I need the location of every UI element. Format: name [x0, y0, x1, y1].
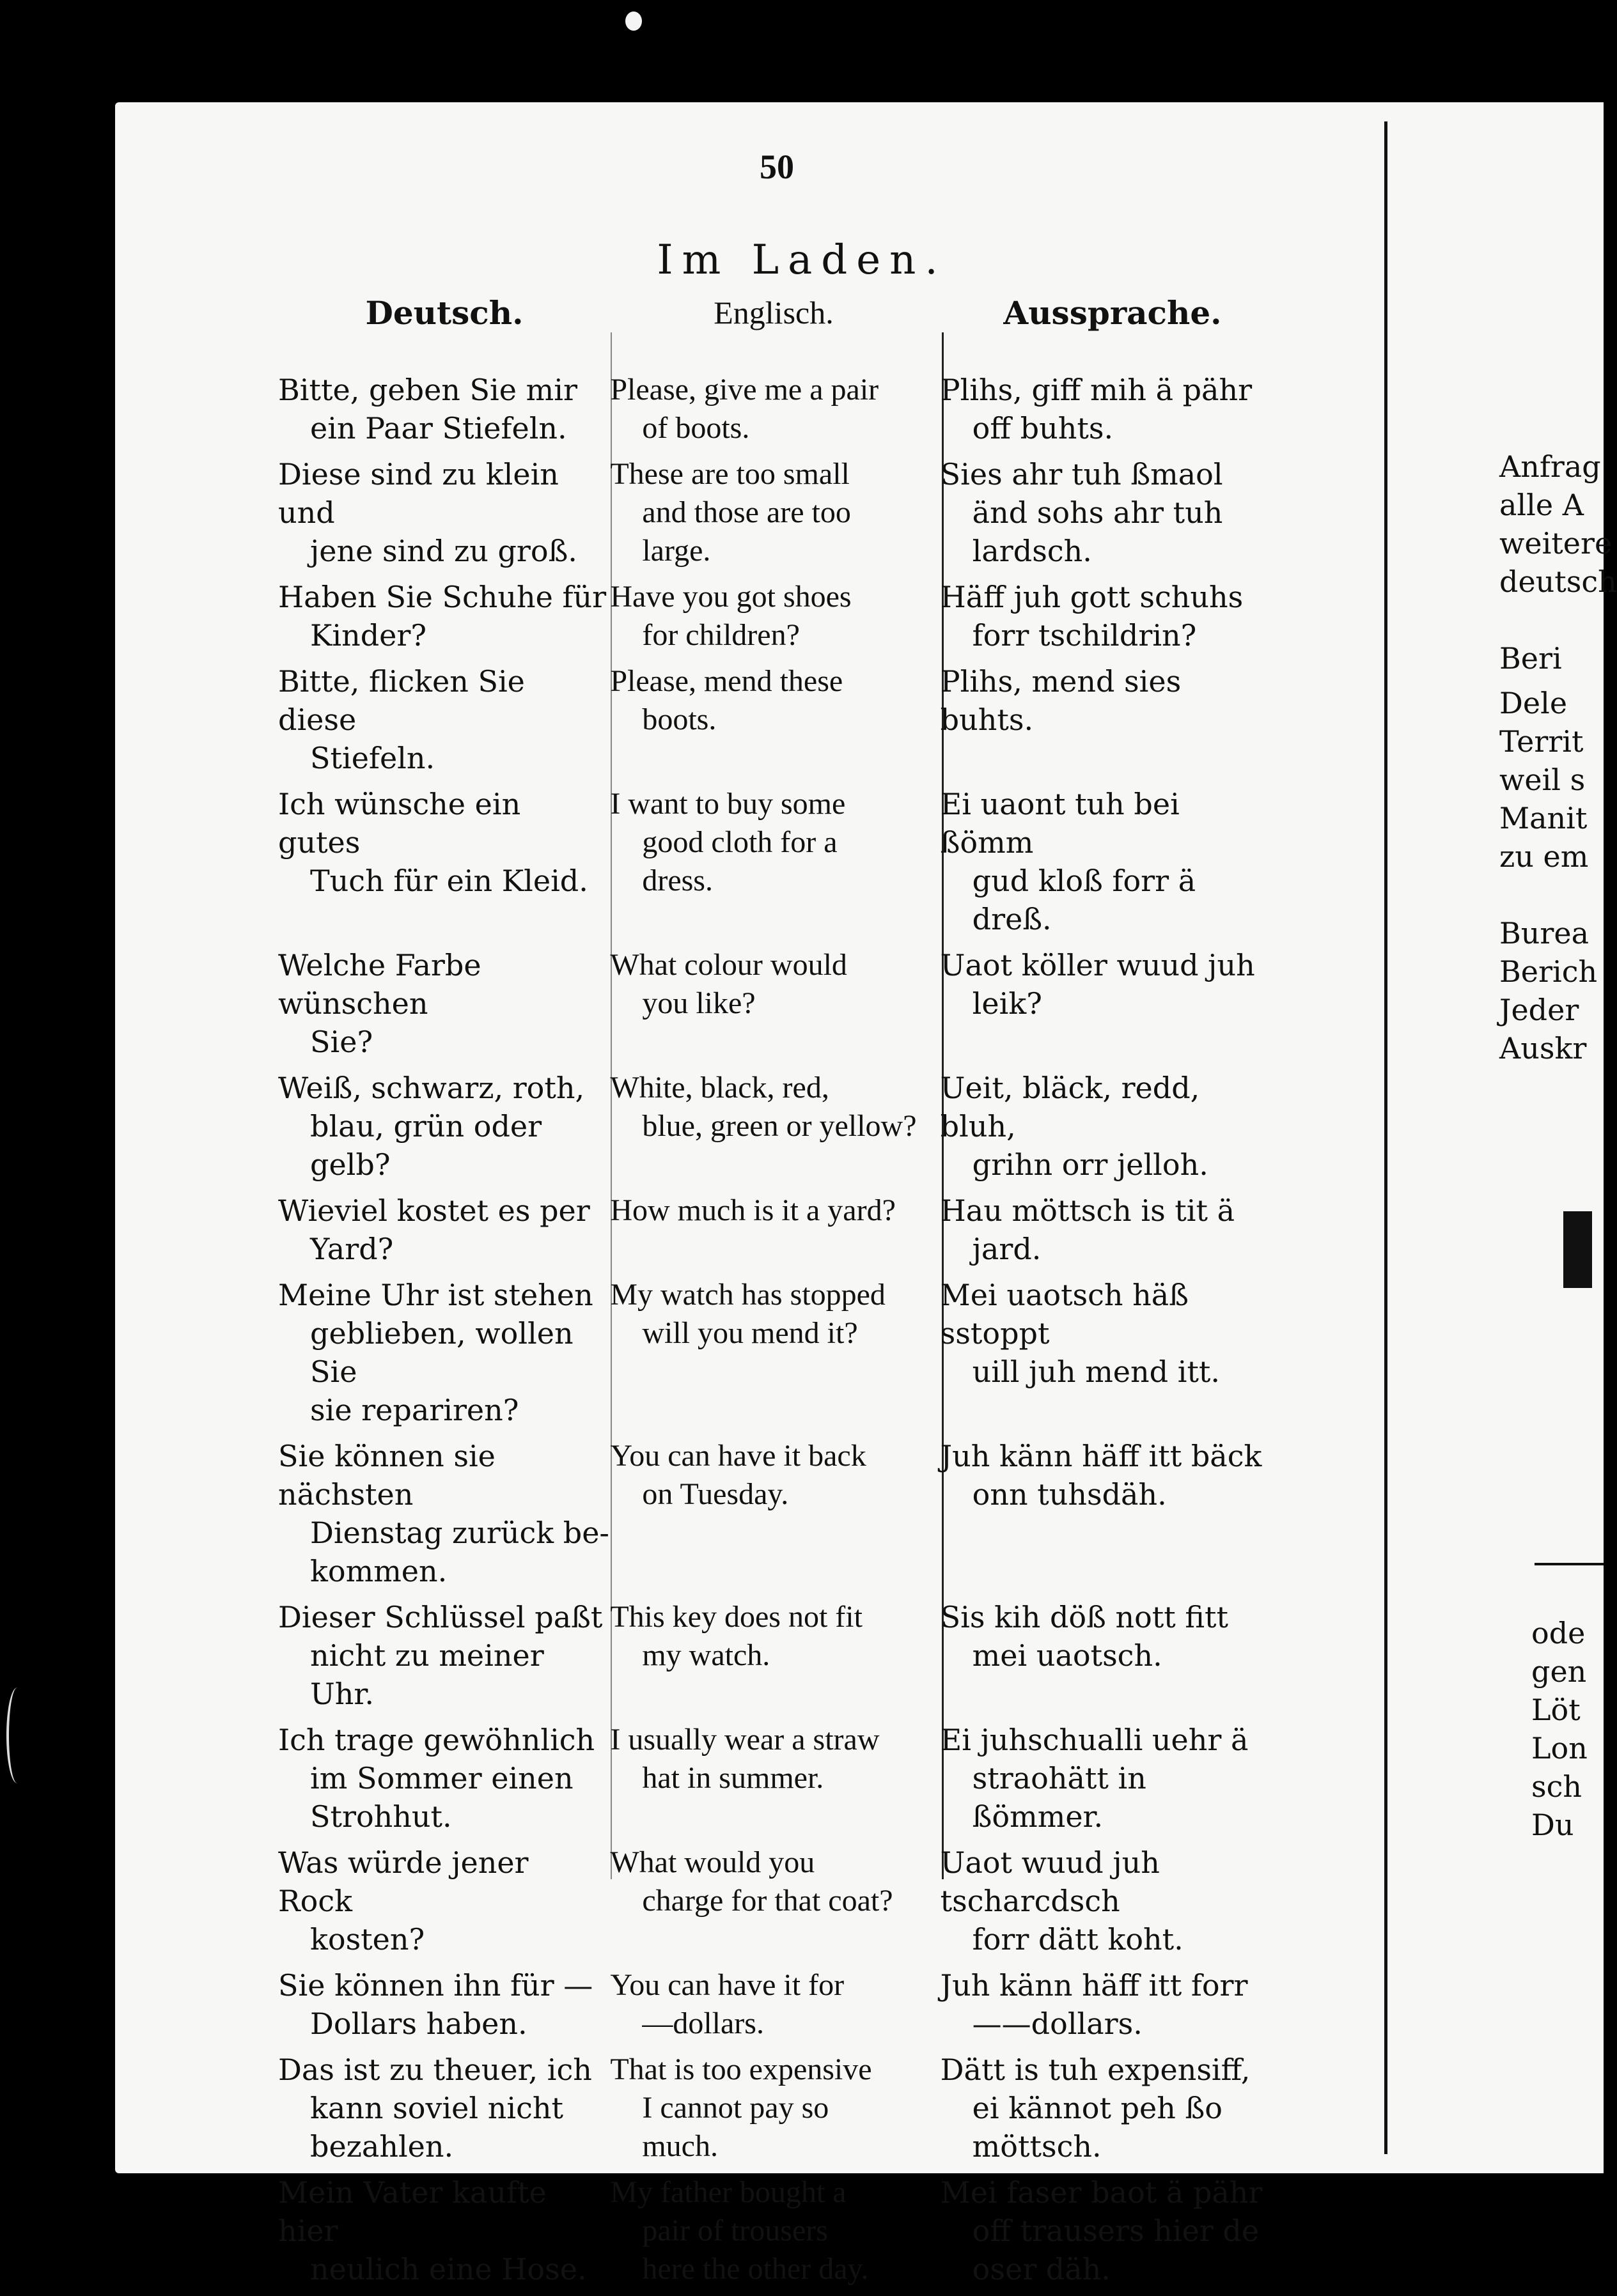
english-phrase-line: I want to buy some — [610, 787, 846, 821]
english-phrase-line: White, black, red, — [610, 1071, 829, 1105]
pronunciation-phrase-line: Sis kih döß nott fitt — [940, 1600, 1229, 1634]
german-phrase-line: ein Paar Stiefeln. — [310, 411, 567, 446]
english-phrase-line: —dollars. — [642, 2006, 764, 2040]
pronunciation-phrase — [939, 1069, 1276, 1184]
facing-page-fragment: Berich — [1499, 954, 1598, 989]
pronunciation-phrase-line: forr dätt koht. — [972, 1922, 1183, 1957]
pronunciation-phrase-line: off trausers hier de — [972, 2214, 1260, 2248]
english-phrase — [610, 1191, 939, 1268]
german-phrase-line: neulich eine Hose. — [310, 2252, 587, 2286]
pronunciation-phrase-line: Mei faser baot ä pähr — [940, 2175, 1263, 2210]
english-phrase-line: Please, mend these — [610, 664, 843, 698]
pronunciation-phrase-line: Dätt is tuh expensiff, — [940, 2052, 1251, 2087]
facing-page-fragment: ode — [1531, 1616, 1586, 1650]
facing-page-large-letter — [1563, 1211, 1592, 1288]
pronunciation-phrase-line: Uaot wuud juh tscharcdsch — [940, 1845, 1160, 1918]
pronunciation-phrase-line: Ueit, bläck, redd, bluh, — [940, 1071, 1200, 1144]
phrase-row — [278, 1191, 1276, 1268]
facing-page-fragment: Burea — [1499, 916, 1590, 950]
german-phrase-line: Strohhut. — [310, 1799, 452, 1834]
facing-page-fragment: Auskr — [1499, 1031, 1587, 1066]
german-phrase-line: Dienstag zurück be- — [310, 1516, 609, 1550]
pronunciation-phrase — [939, 455, 1276, 570]
german-phrase — [278, 1276, 610, 1429]
pronunciation-phrase-line: Sies ahr tuh ßmaol — [940, 457, 1223, 492]
facing-page-fragment: Löt — [1531, 1693, 1581, 1727]
pronunciation-phrase — [939, 371, 1276, 447]
english-phrase-line: will you mend it? — [642, 1316, 858, 1350]
german-phrase — [278, 785, 610, 938]
english-phrase — [610, 371, 939, 447]
german-phrase-line: Ich wünsche ein gutes — [278, 787, 521, 860]
english-phrase-line: You can have it back — [610, 1439, 866, 1473]
facing-page-rule — [1535, 1563, 1604, 1565]
german-phrase — [278, 1843, 610, 1959]
pronunciation-phrase-line: Plihs, mend sies buhts. — [940, 664, 1182, 737]
pronunciation-phrase-line: Ei uaont tuh bei ßömm — [940, 787, 1180, 860]
german-phrase-line: Sie können sie nächsten — [278, 1439, 496, 1512]
facing-page-fragment: zu em — [1499, 839, 1589, 874]
column-header-pronunciation: Aussprache. — [1003, 294, 1222, 332]
pronunciation-phrase-line: möttsch. — [972, 2129, 1102, 2164]
english-phrase-line: I usually wear a straw — [610, 1723, 880, 1757]
phrase-row — [278, 1598, 1276, 1713]
german-phrase — [278, 455, 610, 570]
german-phrase — [278, 371, 610, 447]
pronunciation-phrase-line: ——dollars. — [972, 2006, 1143, 2041]
german-phrase — [278, 1069, 610, 1184]
facing-page-fragment: Anfrag — [1499, 449, 1601, 484]
facing-page-fragment: gen — [1531, 1654, 1587, 1689]
pronunciation-phrase-line: Uaot köller wuud juh — [940, 948, 1255, 982]
pronunciation-phrase — [939, 2051, 1276, 2166]
german-phrase — [278, 2051, 610, 2166]
pronunciation-phrase — [939, 1437, 1276, 1590]
pronunciation-phrase-line: off buhts. — [972, 411, 1114, 446]
german-phrase — [278, 1598, 610, 1713]
phrase-table — [278, 371, 1276, 2296]
english-phrase-line: My father bought a — [610, 2175, 847, 2209]
english-phrase-line: These are too small — [610, 457, 850, 491]
german-phrase-line: Yard? — [310, 1232, 394, 1266]
facing-page-fragment: Dele — [1499, 686, 1568, 720]
english-phrase — [610, 2173, 939, 2288]
facing-page-fragment: Jeder — [1499, 993, 1579, 1027]
german-phrase-line: nicht zu meiner Uhr. — [310, 1638, 544, 1711]
facing-page-fragment: Lon — [1531, 1731, 1588, 1765]
german-phrase — [278, 946, 610, 1061]
english-phrase-line: That is too expensive — [610, 2052, 872, 2086]
english-phrase-line: Have you got shoes — [610, 580, 852, 614]
facing-page — [1387, 102, 1604, 2173]
german-phrase-line: kann soviel nicht — [310, 2091, 563, 2125]
pronunciation-phrase — [939, 662, 1276, 777]
german-phrase-line: bezahlen. — [310, 2129, 454, 2164]
german-phrase-line: Das ist zu theuer, ich — [278, 2052, 592, 2087]
german-phrase — [278, 1437, 610, 1590]
english-phrase — [610, 1276, 939, 1429]
phrase-row — [278, 662, 1276, 777]
english-phrase-line: much. — [642, 2129, 718, 2163]
phrase-row — [278, 578, 1276, 655]
english-phrase-line: my watch. — [642, 1638, 770, 1672]
page-number: 50 — [760, 148, 794, 186]
english-phrase — [610, 946, 939, 1061]
german-phrase-line: sie repariren? — [310, 1393, 519, 1427]
facing-page-fragment: weitere — [1499, 526, 1613, 561]
german-phrase-line: Bitte, geben Sie mir — [278, 373, 577, 407]
column-header-german: Deutsch. — [365, 294, 524, 332]
english-phrase-line: pair of trousers — [642, 2214, 828, 2247]
english-phrase-line: on Tuesday. — [642, 1477, 789, 1511]
facing-page-fragment: sch — [1531, 1769, 1582, 1804]
pronunciation-phrase — [939, 1191, 1276, 1268]
english-phrase-line: I cannot pay so — [642, 2091, 829, 2125]
facing-page-fragment: deutsch — [1499, 564, 1617, 599]
english-phrase-line: My watch has stopped — [610, 1278, 886, 1312]
german-phrase-line: Dieser Schlüssel paßt — [278, 1600, 603, 1634]
phrase-row — [278, 1721, 1276, 1836]
german-phrase-line: Sie können ihn für — — [278, 1968, 593, 2003]
pronunciation-phrase-line: Häff juh gott schuhs — [940, 580, 1244, 614]
english-phrase-line: What would you — [610, 1845, 815, 1879]
english-phrase — [610, 785, 939, 938]
english-phrase-line: you like? — [642, 986, 756, 1020]
german-phrase-line: Stiefeln. — [310, 741, 435, 775]
german-phrase — [278, 578, 610, 655]
german-phrase — [278, 662, 610, 777]
phrase-row — [278, 2173, 1276, 2288]
english-phrase-line: large. — [642, 534, 711, 568]
pronunciation-phrase-line: ei kännot peh ßo — [972, 2091, 1223, 2125]
pronunciation-phrase-line: Ei juhschualli uehr ä — [940, 1723, 1249, 1757]
phrase-row — [278, 1437, 1276, 1590]
pronunciation-phrase-line: jard. — [972, 1232, 1042, 1266]
phrase-row — [278, 1276, 1276, 1429]
german-phrase-line: Was würde jener Rock — [278, 1845, 529, 1918]
german-phrase-line: Dollars haben. — [310, 2006, 527, 2041]
phrase-row — [278, 785, 1276, 938]
pronunciation-phrase-line: onn tuhsdäh. — [972, 1477, 1167, 1512]
pronunciation-phrase — [939, 1276, 1276, 1429]
english-phrase-line: and those are too — [642, 495, 851, 529]
english-phrase — [610, 2051, 939, 2166]
pronunciation-phrase-line: Hau möttsch is tit ä — [940, 1193, 1235, 1228]
pronunciation-phrase-line: gud kloß forr ä dreß. — [972, 864, 1196, 936]
phrase-row — [278, 1966, 1276, 2043]
german-phrase-line: Meine Uhr ist stehen — [278, 1278, 593, 1312]
section-title: Im Laden. — [657, 237, 947, 284]
german-phrase-line: geblieben, wollen Sie — [310, 1316, 574, 1389]
english-phrase — [610, 1437, 939, 1590]
facing-page-fragment: alle A — [1499, 488, 1584, 522]
binding-hole — [625, 12, 642, 31]
english-phrase-line: of boots. — [642, 411, 750, 445]
english-phrase — [610, 662, 939, 777]
pronunciation-phrase-line: forr tschildrin? — [972, 618, 1197, 653]
english-phrase-line: You can have it for — [610, 1968, 845, 2002]
pronunciation-phrase — [939, 785, 1276, 938]
pronunciation-phrase — [939, 1843, 1276, 1959]
pronunciation-phrase — [939, 1598, 1276, 1713]
pronunciation-phrase — [939, 1721, 1276, 1836]
pronunciation-phrase-line: Plihs, giff mih ä pähr — [940, 373, 1253, 407]
phrase-row — [278, 371, 1276, 447]
english-phrase-line: hat in summer. — [642, 1761, 824, 1795]
pronunciation-phrase-line: grihn orr jelloh. — [972, 1147, 1208, 1182]
german-phrase-line: kosten? — [310, 1922, 425, 1957]
german-phrase — [278, 1721, 610, 1836]
english-phrase — [610, 1843, 939, 1959]
phrase-row — [278, 946, 1276, 1061]
german-phrase-line: Sie? — [310, 1025, 373, 1059]
english-phrase-line: for children? — [642, 618, 800, 652]
pronunciation-phrase — [939, 578, 1276, 655]
pronunciation-phrase-line: Mei uaotsch häß sstoppt — [940, 1278, 1189, 1351]
english-phrase — [610, 1966, 939, 2043]
german-phrase-line: Bitte, flicken Sie diese — [278, 664, 525, 737]
german-phrase-line: im Sommer einen — [310, 1761, 574, 1796]
pronunciation-phrase-line: straohätt in ßömmer. — [972, 1761, 1146, 1834]
phrase-row — [278, 2051, 1276, 2166]
english-phrase — [610, 1721, 939, 1836]
german-phrase — [278, 1191, 610, 1268]
german-phrase-line: Wieviel kostet es per — [278, 1193, 590, 1228]
german-phrase-line: Weiß, schwarz, roth, — [278, 1071, 585, 1105]
english-phrase-line: Please, give me a pair — [610, 373, 879, 407]
facing-page-fragment: Beri — [1499, 641, 1562, 676]
german-phrase-line: Diese sind zu klein und — [278, 457, 559, 530]
german-phrase-line: kommen. — [310, 1554, 448, 1588]
german-phrase-line: Kinder? — [310, 618, 427, 653]
english-phrase — [610, 578, 939, 655]
pronunciation-phrase-line: Juh känn häff itt bäck — [940, 1439, 1262, 1473]
english-phrase-line: This key does not fit — [610, 1600, 863, 1634]
german-phrase-line: Tuch für ein Kleid. — [310, 864, 588, 898]
pronunciation-phrase — [939, 2173, 1276, 2288]
phrase-row — [278, 455, 1276, 570]
pronunciation-phrase-line: mei uaotsch. — [972, 1638, 1162, 1673]
pronunciation-phrase — [939, 1966, 1276, 2043]
german-phrase-line: Haben Sie Schuhe für — [278, 580, 607, 614]
german-phrase-line: Ich trage gewöhnlich — [278, 1723, 595, 1757]
pronunciation-phrase-line: oser däh. — [972, 2252, 1111, 2286]
pronunciation-phrase-line: änd sohs ahr tuh — [972, 495, 1223, 530]
german-phrase-line: Welche Farbe wünschen — [278, 948, 481, 1021]
phrase-row — [278, 1843, 1276, 1959]
german-phrase — [278, 1966, 610, 2043]
facing-page-fragment: Du — [1531, 1808, 1574, 1842]
pronunciation-phrase-line: uill juh mend itt. — [972, 1354, 1221, 1389]
english-phrase-line: dress. — [642, 864, 713, 897]
column-header-english: Englisch. — [714, 295, 834, 330]
english-phrase-line: charge for that coat? — [642, 1884, 893, 1918]
english-phrase-line: here the other day. — [642, 2252, 869, 2286]
english-phrase — [610, 1069, 939, 1184]
facing-page-fragment: Manit — [1499, 801, 1588, 835]
english-phrase — [610, 1598, 939, 1713]
facing-page-fragment: weil s — [1499, 763, 1586, 797]
pronunciation-phrase-line: leik? — [972, 986, 1042, 1021]
english-phrase-line: good cloth for a — [642, 825, 838, 859]
scan-artifact — [6, 1687, 28, 1783]
english-phrase-line: How much is it a yard? — [610, 1193, 896, 1227]
english-phrase-line: boots. — [642, 702, 717, 736]
pronunciation-phrase-line: Juh känn häff itt forr — [940, 1968, 1248, 2003]
english-phrase — [610, 455, 939, 570]
facing-page-fragment: Territ — [1499, 724, 1584, 759]
english-phrase-line: blue, green or yellow? — [642, 1109, 917, 1143]
phrase-row — [278, 1069, 1276, 1184]
german-phrase — [278, 2173, 610, 2288]
german-phrase-line: jene sind zu groß. — [310, 534, 577, 568]
pronunciation-phrase — [939, 946, 1276, 1061]
german-phrase-line: Mein Vater kaufte hier — [278, 2175, 547, 2248]
german-phrase-line: blau, grün oder gelb? — [310, 1109, 542, 1182]
pronunciation-phrase-line: lardsch. — [972, 534, 1092, 568]
english-phrase-line: What colour would — [610, 948, 847, 982]
